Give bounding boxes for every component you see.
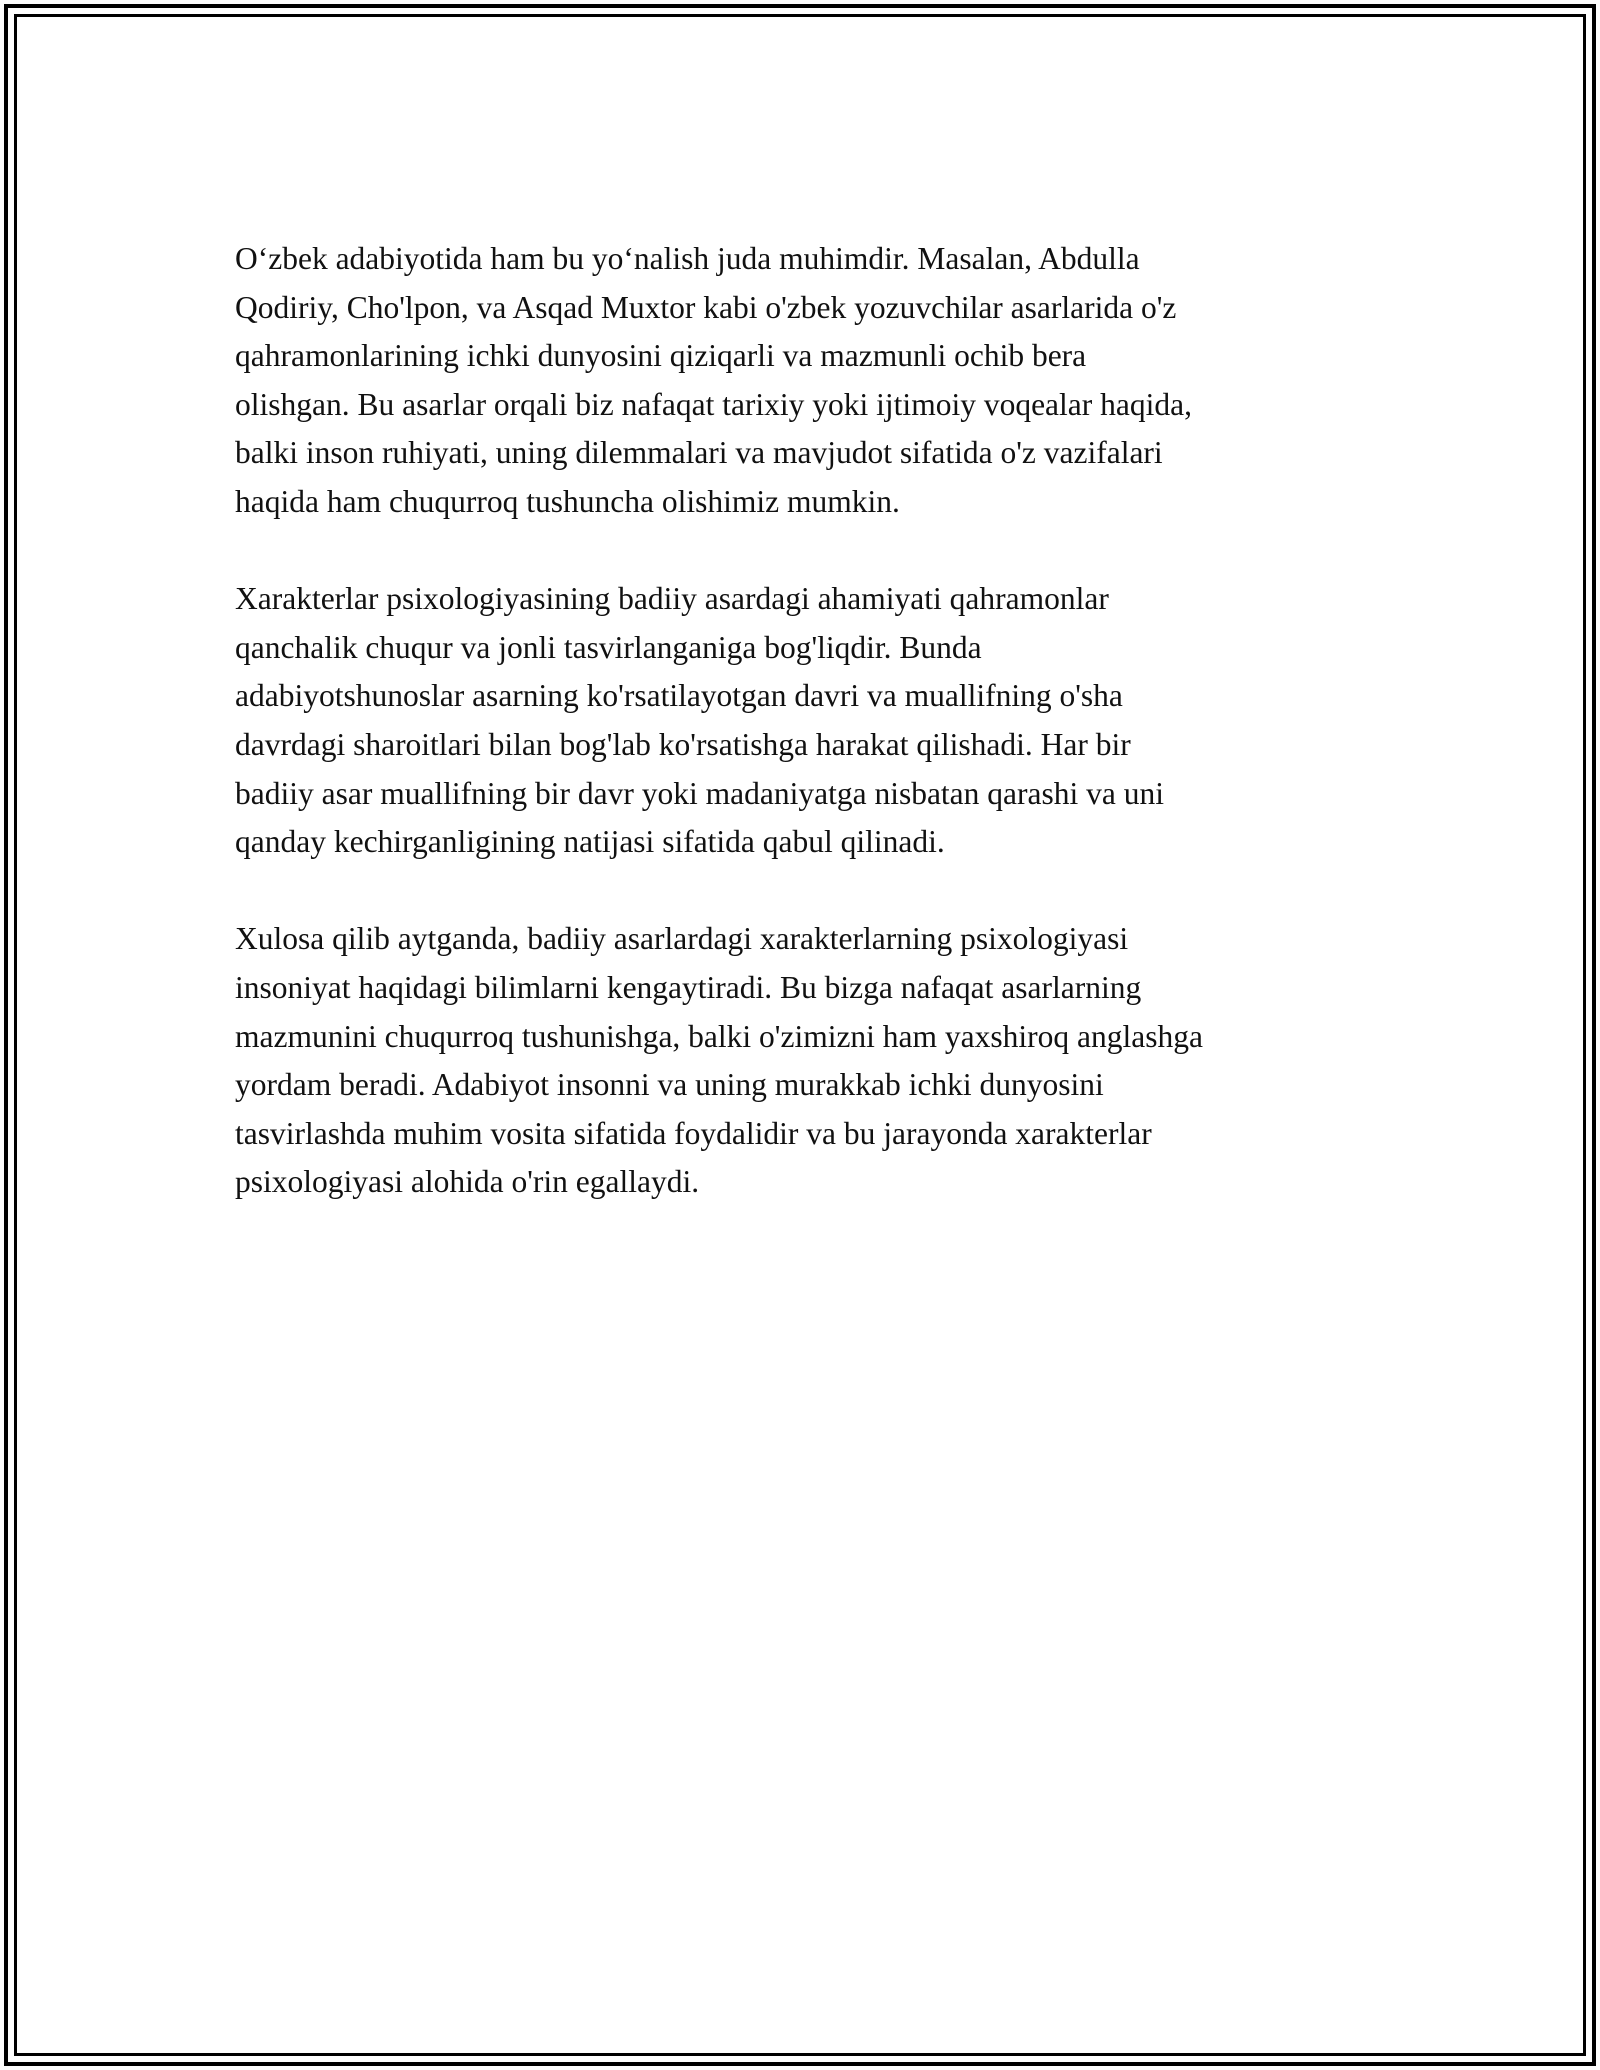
paragraph-3: Xulosa qilib aytganda, badiiy asarlardagi xarakterlarning psixologiyasi insoniyat haqidagi bilimlarni kengaytiradi. Bu bizga nafaqat asarlarning mazmunini chuqurroq tushunishga, balki o'zimizni ham yaxshiroq anglashga yordam beradi. Adabiyot insonni va uning murakkab ichki dunyosini tasvirlashda muhim vosita sifatida foydalidir va bu jarayonda xarakterlar psixologiyasi alohida o'rin egallaydi. [235,921,1203,1200]
paragraph-1: O‘zbek adabiyotida ham bu yo‘nalish juda muhimdir. Masalan, Abdulla Qodiriy, Cho'lpon, va Asqad Muxtor kabi o'zbek yozuvchilar asarlarida o'z qahramonlarining ichki dunyosini qiziqarli va mazmunli ochib bera olishgan. Bu asarlar orqali biz nafaqat tarixiy yoki ijtimoiy voqealar haqida, balki inson ruhiyati, uning dilemmalari va mavjudot sifatida o'z vazifalari haqida ham chuqurroq tushuncha olishimiz mumkin. [235,241,1192,519]
paragraph-2: Xarakterlar psixologiyasining badiiy asardagi ahamiyati qahramonlar qanchalik chuqur va jonli tasvirlanganiga bog'liqdir. Bunda adabiyotshunoslar asarning ko'rsatilayotgan davri va muallifning o'sha davrdagi sharoitlari bilan bog'lab ko'rsatishga harakat qilishadi. Har bir badiiy asar muallifning bir davr yoki madaniyatga nisbatan qarashi va uni qanday kechirganligining natijasi sifatida qabul qilinadi. [235,581,1164,860]
document-body [235,235,1375,1255]
